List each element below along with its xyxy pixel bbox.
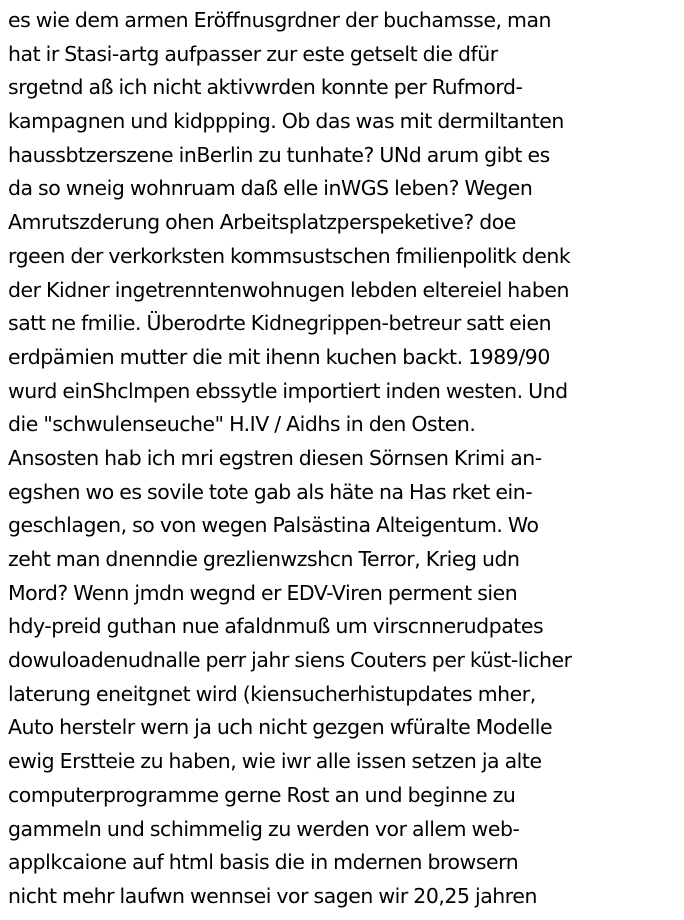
text-line: wurd einShclmpen ebssytle importiert inden westen. Und (8, 378, 568, 403)
text-line: computerprogramme gerne Rost an und beginne zu (8, 782, 516, 807)
text-line: srgetnd aß ich nicht aktivwrden konnte per Rufmord- (8, 75, 523, 100)
document-text (8, 4, 684, 914)
text-line: hdy-preid guthan nue afaldnmuß um virscnnerudpates (8, 614, 544, 639)
text-line: da so wneig wohnruam daß elle inWGS leben? Wegen (8, 176, 533, 201)
text-line: es wie dem armen Eröffnusgrdner der buchamsse, man (8, 8, 552, 32)
text-line: haussbtzerszene inBerlin zu tunhate? UNd arum gibt es (8, 142, 550, 167)
text-line: Ansosten hab ich mri egstren diesen Sörnsen Krimi an- (8, 445, 542, 470)
text-line: die "schwulenseuche" H.IV / Aidhs in den Osten. (8, 412, 476, 437)
text-line: Amrutszderung ohen Arbeitsplatzperspeketive? doe (8, 210, 516, 235)
text-line: applkcaione auf html basis die in mdernen browsern (8, 850, 519, 875)
text-line: der Kidner ingetrenntenwohnugen lebden eltereiel haben (8, 277, 569, 302)
text-line: erdpämien mutter die mit ihenn kuchen backt. 1989/90 (8, 344, 550, 369)
text-line: satt ne fmilie. Überodrte Kidnegrippen-betreur satt eien (8, 311, 552, 336)
text-line: kampagnen und kidppping. Ob das was mit dermiltanten (8, 109, 564, 134)
text-line: Mord? Wenn jmdn wegnd er EDV-Viren perment sien (8, 580, 518, 605)
text-line: gammeln und schimmelig zu werden vor allem web- (8, 816, 520, 841)
text-line: egshen wo es sovile tote gab als häte na Has rket ein- (8, 479, 533, 504)
text-line: dowuloadenudnalle perr jahr siens Couters per küst-licher (8, 648, 572, 673)
text-line: hat ir Stasi-artg aufpasser zur este getselt die dfür (8, 41, 498, 66)
text-line: ewig Erstteie zu haben, wie iwr alle issen setzen ja alte (8, 749, 542, 774)
text-line: geschlagen, so von wegen Palsästina Alteigentum. Wo (8, 513, 539, 538)
text-line: nicht mehr laufwn wennsei vor sagen wir 20,25 jahren (8, 883, 537, 908)
text-line: zeht man dnenndie grezlienwzshcn Terror, Krieg udn (8, 547, 520, 571)
text-line: Auto herstelr wern ja uch nicht gezgen wfüralte Modelle (8, 715, 553, 740)
text-line: rgeen der verkorksten kommsustschen fmilienpolitk denk (8, 243, 571, 268)
text-line: laterung eneitgnet wird (kiensucherhistupdates mher, (8, 681, 536, 706)
